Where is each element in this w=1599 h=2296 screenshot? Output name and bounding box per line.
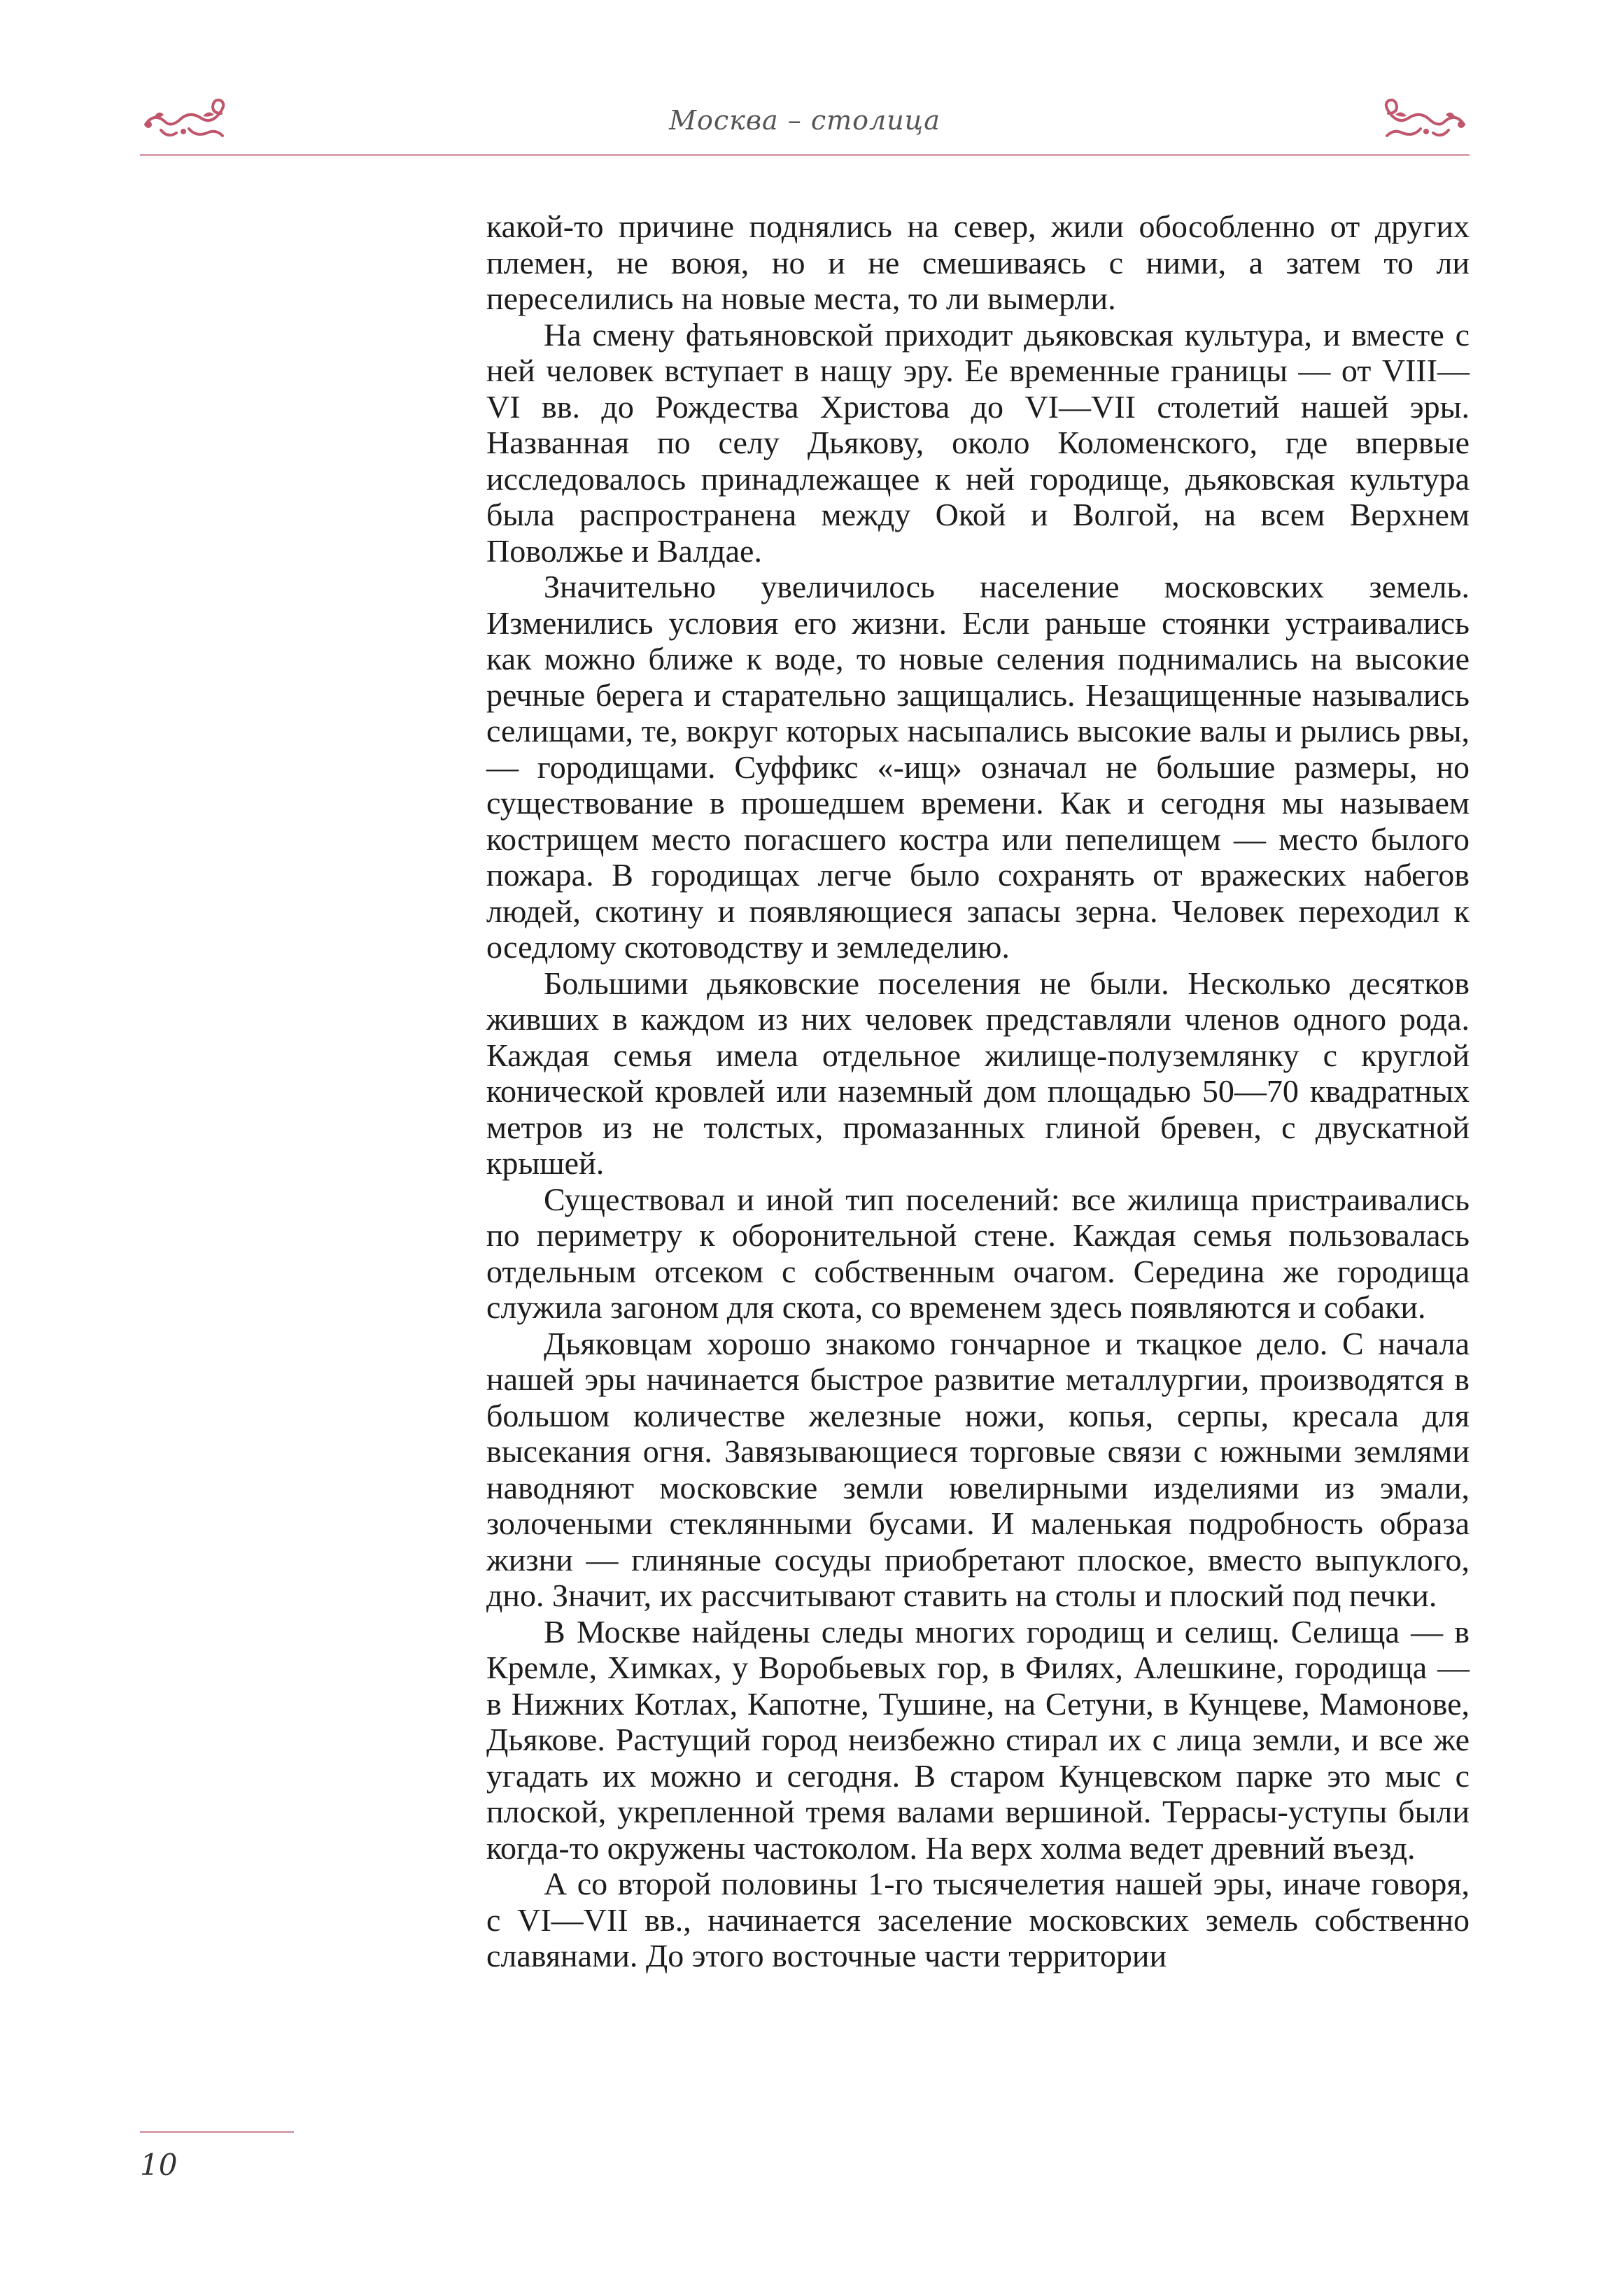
paragraph: Большими дьяковские поселения не были. Несколько десятков живших в каждом из них человек представляли членов одного рода. Каждая семья имела отдельное жилище-полуземлянку с круглой конической кровлей или наземный дом площадью 50—70 квадратных метров из не толстых, промазанных глиной бревен, с двускатной крышей. (486, 965, 1470, 1181)
header-divider (140, 154, 1470, 156)
paragraph: В Москве найдены следы многих городищ и селищ. Селища — в Кремле, Химках, у Воробьевых гор, в Филях, Алешкине, городища — в Нижних Котлах, Капотне, Тушине, на Сетуни, в Кунцеве, Мамонове, Дьякове. Растущий город неизбежно стирал их с лица земли, и все же угадать их можно и сегодня. В старом Кунцевском парке это мыс с плоской, укрепленной тремя валами вершиной. Террасы-уступы были когда-то окружены частоколом. На верх холма ведет древний въезд. (486, 1613, 1470, 1866)
running-title: Москва – столица (669, 105, 941, 136)
page-number: 10 (140, 2148, 178, 2182)
paragraph: какой-то причине поднялись на север, жили обособленно от других племен, не воюя, но и не смешиваясь с ними, а затем то ли переселились на новые места, то ли вымерли. (486, 208, 1470, 316)
page-header (140, 91, 1470, 154)
paragraph: А со второй половины 1-го тысячелетия нашей эры, иначе говоря, с VI—VII вв., начинается заселение московских земель собственно славянами. До этого восточные части территории (486, 1866, 1470, 1973)
floral-ornament-right-icon (1379, 97, 1470, 146)
paragraph: Существовал и иной тип поселений: все жилища пристраивались по периметру к оборонительной стене. Каждая семья пользовалась отдельным отсеком с собственным очагом. Середина же городища служила загоном для скота, со временем здесь появляются и собаки. (486, 1181, 1470, 1325)
paragraph: На смену фатьяновской приходит дьяковская культура, и вместе с ней человек вступает в нащу эру. Ее временные границы — от VIII—VI вв. до Рождества Христова до VI—VII столетий нашей эры. Названная по селу Дьякову, около Коломенского, где впервые исследовалось принадлежащее к ней городище, дьяковская культура была распространена между Окой и Волгой, на всем Верхнем Поволжье и Валдае. (486, 316, 1470, 569)
paragraph: Дьяковцам хорошо знакомо гончарное и ткацкое дело. С начала нашей эры начинается быстрое развитие металлургии, производятся в большом количестве железные ножи, копья, серпы, кресала для высекания огня. Завязывающиеся торговые связи с южными землями наводняют московские земли ювелирными изделиями из эмали, золочеными стеклянными бусами. И маленькая подробность образа жизни — глиняные сосуды приобретают плоское, вместо выпуклого, дно. Значит, их рассчитывают ставить на столы и плоский под печки. (486, 1325, 1470, 1613)
paragraph: Значительно увеличилось население московских земель. Изменились условия его жизни. Если раньше стоянки устраивались как можно ближе к воде, то новые селения поднимались на высокие речные берега и старательно защищались. Незащищенные назывались селищами, те, вокруг которых насыпались высокие валы и рылись рвы, — городищами. Суффикс «-ищ» означал не большие размеры, но существование в прошедшем времени. Как и сегодня мы называем кострищем место погасшего костра или пепелищем — место былого пожара. В городищах легче было сохранять от вражеских набегов людей, скотину и появляющиеся запасы зерна. Человек переходил к оседлому скотоводству и земледелию. (486, 569, 1470, 965)
footer-divider (140, 2131, 294, 2133)
main-text (486, 208, 1470, 1974)
